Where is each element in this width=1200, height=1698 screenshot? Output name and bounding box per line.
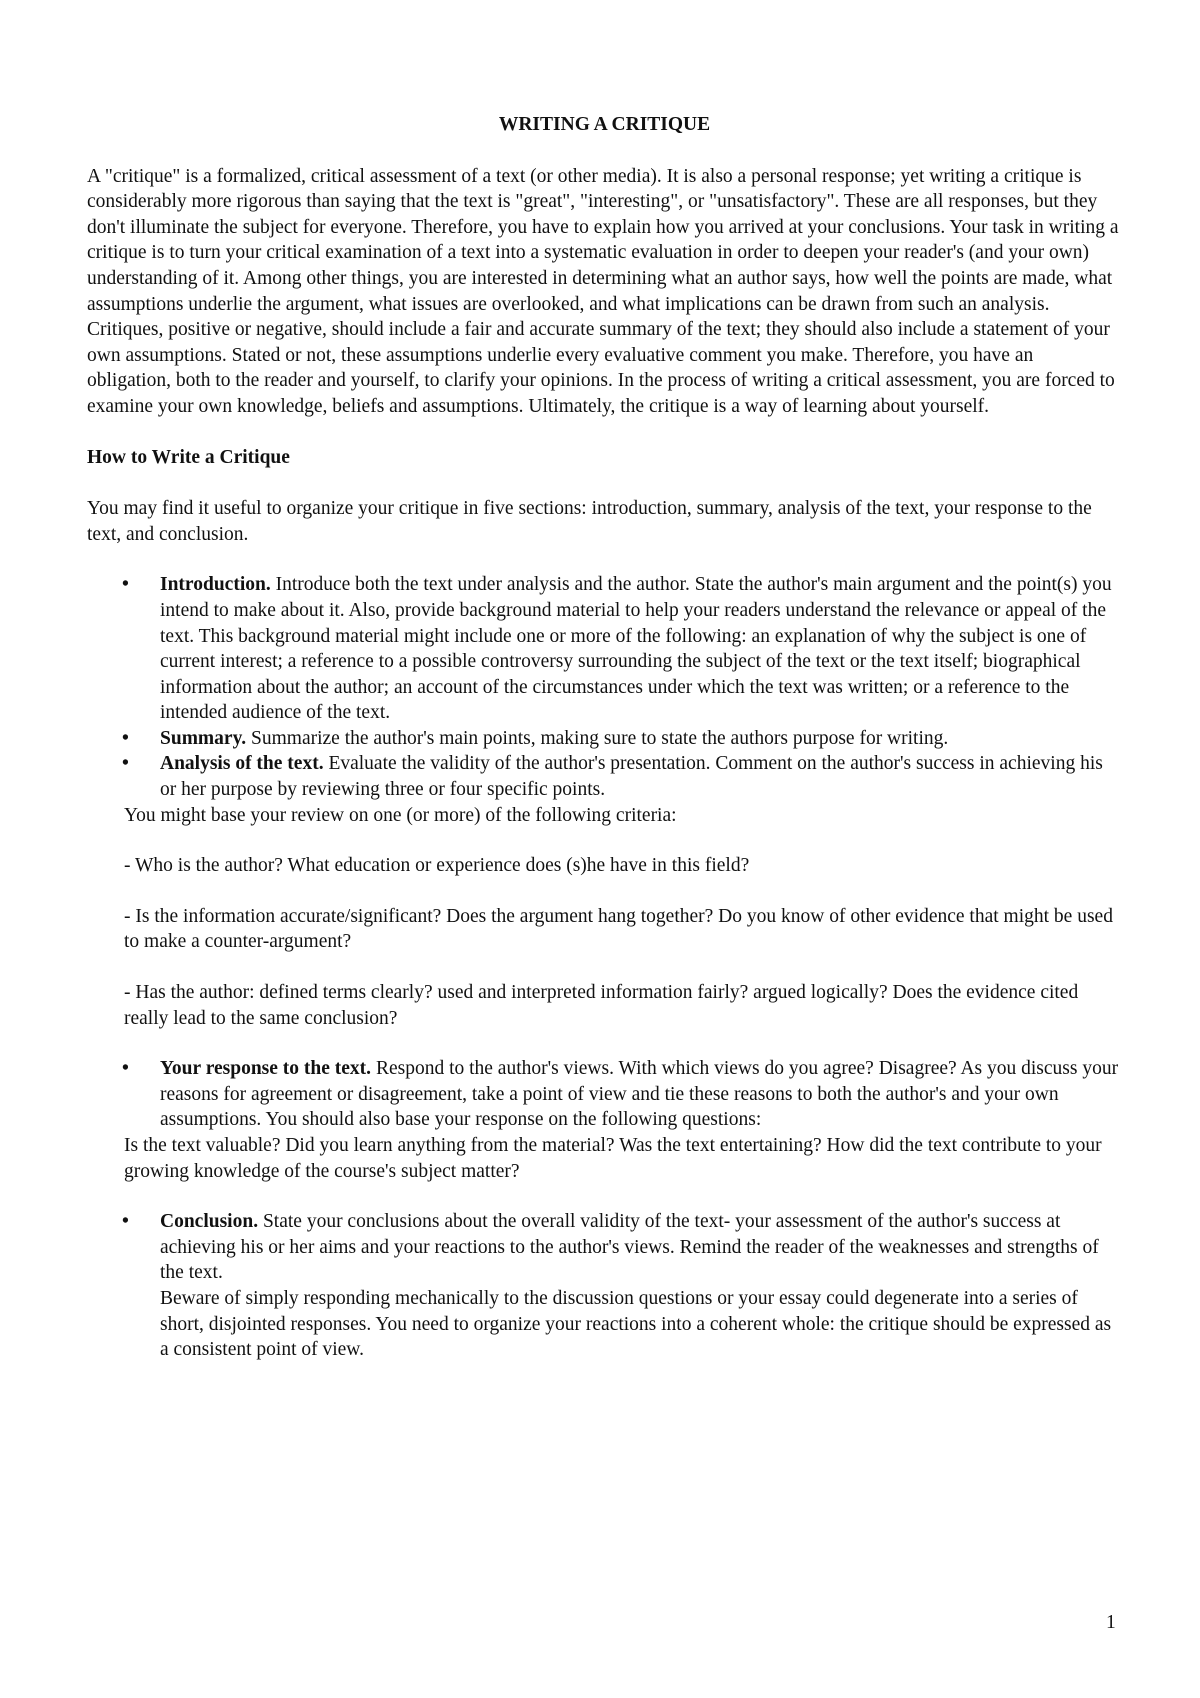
bullet-text: Respond to the author's views. With which views do you agree? Disagree? As you discuss your reasons for agreement or disagreement, take a point of view and tie these reasons to both the author's and your own assumptions. You should also base your response on the following questions: [160,1058,1119,1131]
bullet-icon: • [122,1211,129,1233]
bullet-list-response [87,1056,1122,1133]
criteria-item: - Who is the author? What education or experience does (s)he have in this field? [124,855,750,877]
criteria-item: - Is the information accurate/significant? Does the argument hang together? Do you know of other evidence that might be used to make a counter-argument? [124,905,1113,953]
bullet-term: Your response to the text. [160,1058,372,1080]
bullet-list-conclusion [87,1209,1122,1286]
list-item-response [87,1056,1122,1133]
bullet-text: Summarize the author's main points, making sure to state the authors purpose for writing. [246,727,949,749]
bullet-text: Introduce both the text under analysis and the author. State the author's main argument and the point(s) you intend to make about it. Also, provide background material to help your readers understand the relevance or appeal of the text. This background material might include one or more of the following: an explanation of why the subject is one of current interest; a reference to a possible controversy surrounding the subject of the text or the text itself; biographical information about the author; an account of the circumstances under which the text was written; or a reference to the intended audience of the text. [160,574,1112,724]
sections-intro-paragraph: You may find it useful to organize your critique in five sections: introduction, summary, analysis of the text, your response to the text, and conclusion. [87,498,1092,545]
bullet-term: Analysis of the text. [160,753,324,775]
bullet-icon: • [122,1058,129,1080]
document-page [87,112,1122,1363]
bullet-text: State your conclusions about the overall validity of the text- your assessment of the author's success at achieving his or her aims and your reactions to the author's views. Remind the reader of the weaknesses and strengths of the text. [160,1211,1099,1284]
page-number: 1 [1106,1612,1116,1633]
closing-paragraph: Beware of simply responding mechanically to the discussion questions or your essay could degenerate into a series of short, disjointed responses. You need to organize your reactions into a coherent whole: the critique should be expressed as a consistent point of view. [160,1287,1112,1361]
bullet-term: Summary. [160,727,247,749]
criteria-intro: You might base your review on one (or more) of the following criteria: [124,804,677,826]
bullet-text: Evaluate the validity of the author's presentation. Comment on the author's success in achieving his or her purpose by reviewing three or four specific points. [160,753,1103,801]
bullet-list-main [87,572,1122,802]
bullet-icon: • [122,727,129,749]
list-item-analysis [87,751,1122,802]
list-item-summary [87,726,1122,752]
criteria-item: - Has the author: defined terms clearly? used and interpreted information fairly? argued logically? Does the evidence cited really lead to the same conclusion? [124,982,1079,1029]
bullet-icon: • [122,574,129,596]
bullet-icon: • [122,753,129,775]
intro-paragraph: A "critique" is a formalized, critical assessment of a text (or other media). It is also a personal response; yet writing a critique is considerably more rigorous than saying that the text is "great", "interesting", or "unsatisfactory". These are all responses, but they don't illuminate the subject for everyone. Therefore, you have to explain how you arrived at your conclusions. Your task in writing a critique is to turn your critical examination of a text into a systematic evaluation in order to deepen your reader's (and your own) understanding of it. Among other things, you are interested in determining what an author says, how well the points are made, what assumptions underlie the argument, what issues are overlooked, and what implications can be drawn from such an analysis. Critiques, positive or negative, should include a fair and accurate summary of the text; they should also include a statement of your own assumptions. Stated or not, these assumptions underlie every evaluative comment you make. Therefore, you have an obligation, both to the reader and yourself, to clarify your opinions. In the process of writing a critical assessment, you are forced to examine your own knowledge, beliefs and assumptions. Ultimately, the critique is a way of learning about yourself. [87,165,1119,417]
section-heading: How to Write a Critique [87,446,290,468]
list-item-conclusion [87,1209,1122,1286]
response-questions: Is the text valuable? Did you learn anything from the material? Was the text entertaining? How did the text contribute to your growing knowledge of the course's subject matter? [124,1135,1102,1182]
bullet-term: Conclusion. [160,1211,259,1233]
page-title: WRITING A CRITIQUE [498,114,711,135]
list-item-introduction [87,572,1122,726]
bullet-term: Introduction. [160,574,271,596]
